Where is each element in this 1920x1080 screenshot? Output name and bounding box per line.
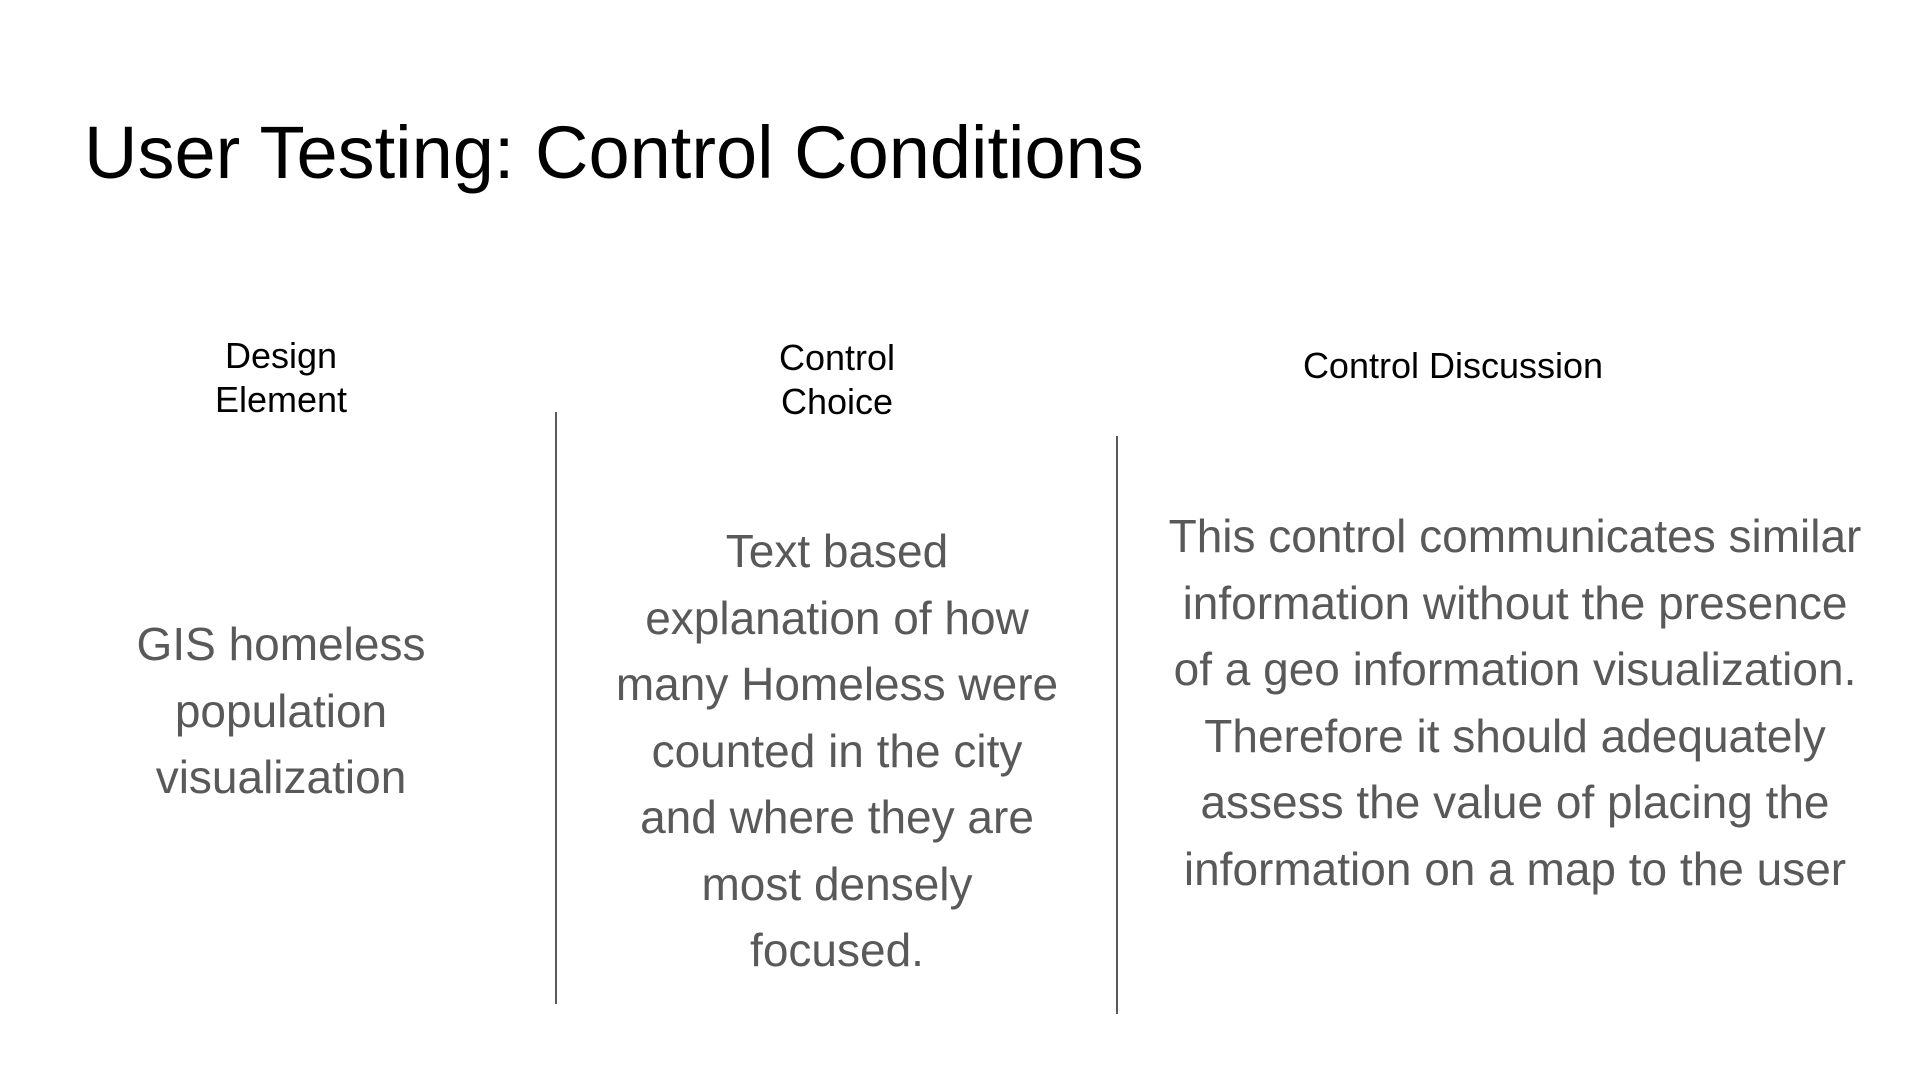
control-choice-header-line-1: Control	[778, 337, 896, 378]
control-choice-header	[737, 336, 937, 424]
column-divider-right	[1116, 436, 1118, 1014]
design-element-body: GIS homeless population visualization	[136, 618, 426, 803]
control-choice-body: Text based explanation of how many Homeless were counted in the city and where they are most densely focused.	[615, 525, 1059, 976]
control-discussion-body: This control communicates similar information without the presence of a geo information visualization. Therefore it should adequately assess the value of placing the information on a map to the user	[1168, 510, 1862, 895]
control-discussion-header-line-1: Control Discussion	[1302, 345, 1604, 386]
design-element-header	[181, 334, 381, 422]
column-divider-left	[555, 412, 557, 1004]
design-element-header-line-2: Element	[214, 379, 348, 420]
slide-title: User Testing: Control Conditions	[84, 111, 1144, 194]
control-discussion-header	[1253, 344, 1653, 388]
control-choice-header-line-2: Choice	[780, 381, 894, 422]
design-element-header-line-1: Design	[224, 335, 338, 376]
